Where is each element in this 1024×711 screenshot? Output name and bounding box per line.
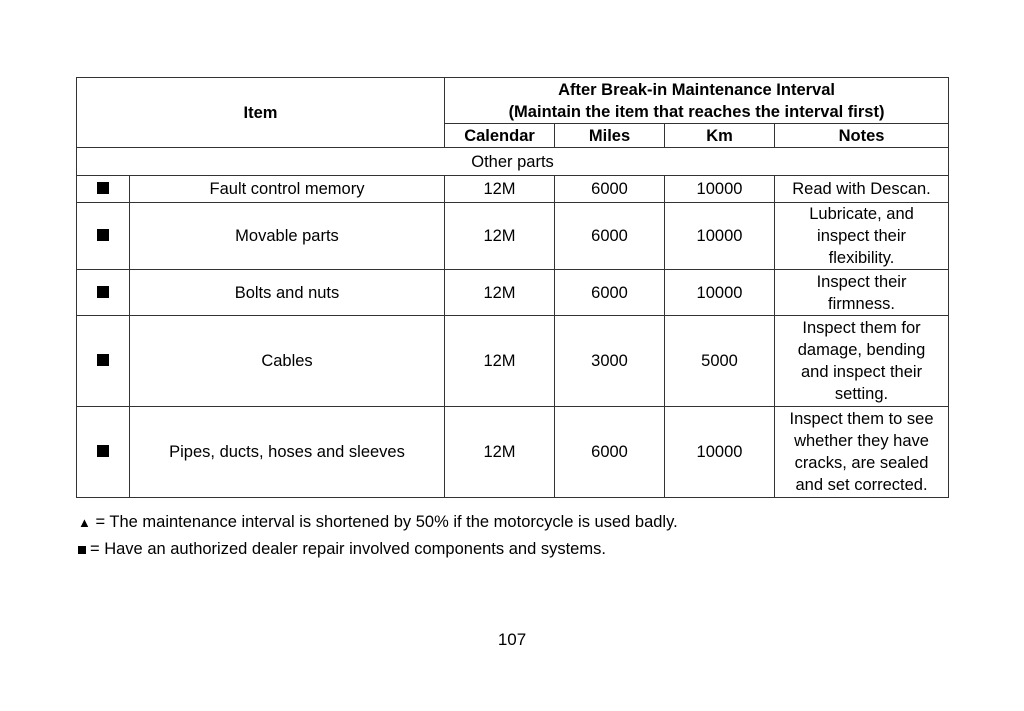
cell-bullet	[77, 270, 130, 316]
cell-calendar: 12M	[445, 270, 555, 316]
table-row	[77, 176, 949, 203]
cell-bullet	[77, 203, 130, 270]
cell-notes	[775, 407, 949, 498]
note-line: inspect their	[817, 227, 906, 245]
cell-notes	[775, 316, 949, 407]
triangle-icon: ▲	[78, 515, 91, 530]
cell-item: Movable parts	[130, 203, 445, 270]
cell-item: Fault control memory	[130, 176, 445, 203]
cell-bullet	[77, 176, 130, 203]
maintenance-table	[76, 77, 949, 498]
header-interval-title: After Break-in Maintenance Interval	[558, 80, 835, 99]
note-line: setting.	[834, 385, 889, 403]
footnote-square-text: = Have an authorized dealer repair involved components and systems.	[90, 540, 606, 558]
header-miles: Miles	[555, 124, 665, 148]
cell-calendar: 12M	[445, 407, 555, 498]
cell-km: 10000	[665, 176, 775, 203]
cell-miles: 6000	[555, 407, 665, 498]
cell-item: Cables	[130, 316, 445, 407]
cell-miles: 3000	[555, 316, 665, 407]
square-bullet-icon	[97, 182, 109, 194]
square-bullet-icon	[78, 546, 86, 554]
note-line: and inspect their	[800, 363, 923, 381]
cell-notes	[775, 176, 949, 203]
cell-miles: 6000	[555, 270, 665, 316]
cell-miles: 6000	[555, 176, 665, 203]
table-row	[77, 203, 949, 270]
header-notes: Notes	[775, 124, 949, 148]
note-line: flexibility.	[828, 249, 895, 267]
cell-km: 10000	[665, 203, 775, 270]
page-number: 107	[497, 630, 527, 649]
table-row	[77, 407, 949, 498]
table-row	[77, 316, 949, 407]
header-km: Km	[665, 124, 775, 148]
footnotes	[78, 509, 678, 563]
note-line: and set corrected.	[795, 476, 928, 494]
header-interval	[445, 78, 949, 124]
footnote-triangle-text: = The maintenance interval is shortened by 50% if the motorcycle is used badly.	[90, 513, 678, 531]
note-line: Inspect their	[816, 272, 907, 291]
note-line: firmness.	[828, 294, 895, 313]
footnote-triangle	[78, 509, 678, 536]
square-bullet-icon	[97, 354, 109, 366]
cell-notes	[775, 203, 949, 270]
footnote-square	[78, 536, 678, 563]
cell-item: Pipes, ducts, hoses and sleeves	[130, 407, 445, 498]
cell-km: 10000	[665, 270, 775, 316]
cell-calendar: 12M	[445, 203, 555, 270]
note-line: whether they have	[794, 432, 929, 450]
note-line: Lubricate, and	[809, 205, 914, 223]
header-calendar: Calendar	[445, 124, 555, 148]
square-bullet-icon	[97, 229, 109, 241]
cell-miles: 6000	[555, 203, 665, 270]
cell-notes	[775, 270, 949, 316]
square-bullet-icon	[97, 445, 109, 457]
note-line: damage, bending	[797, 341, 926, 359]
header-item: Item	[77, 78, 445, 148]
table-row	[77, 270, 949, 316]
cell-km: 5000	[665, 316, 775, 407]
cell-km: 10000	[665, 407, 775, 498]
cell-calendar: 12M	[445, 316, 555, 407]
cell-item: Bolts and nuts	[130, 270, 445, 316]
cell-calendar: 12M	[445, 176, 555, 203]
section-other-parts: Other parts	[77, 148, 949, 176]
note-line: Inspect them for	[802, 319, 921, 337]
note-line: cracks, are sealed	[794, 454, 929, 472]
note-line: Inspect them to see	[789, 410, 934, 428]
header-interval-subtitle: (Maintain the item that reaches the interval first)	[508, 102, 885, 121]
cell-bullet	[77, 407, 130, 498]
square-bullet-icon	[97, 286, 109, 298]
note-line: Read with Descan.	[792, 180, 931, 198]
cell-bullet	[77, 316, 130, 407]
